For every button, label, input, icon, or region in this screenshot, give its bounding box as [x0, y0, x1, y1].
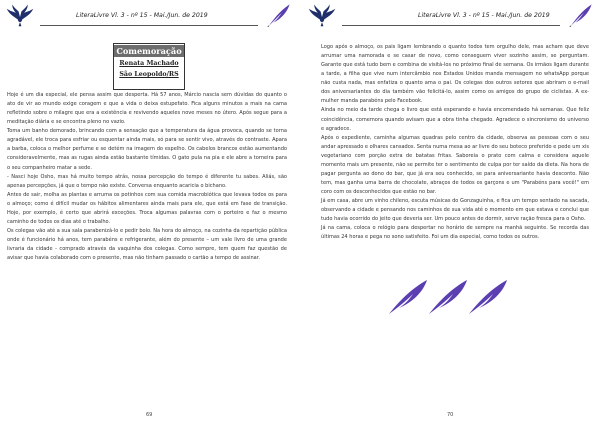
article-kicker: Comemoração — [116, 46, 182, 56]
header-rule — [342, 25, 560, 26]
page-header — [308, 3, 594, 31]
page-right — [300, 0, 600, 424]
page-number: 70 — [447, 412, 454, 418]
paragraph: Os colegas vão até a sua sala parabenizá-lo e pedir bolo. Na hora do almoço, na cozinha da repartição pública onde é funcionário há anos, tem parabéns e refrigerante, além do presente – um vale livro de uma grande livraria da cidade - comprado através da vaquinha dos colegas. Como sempre, tem quem faz questão de avisar que havia colaborado com o presente, mas não tinham passado o cartão a tempo de assinar. — [7, 227, 287, 262]
header-title: LiteraLivre Vl. 3 - nº 15 - Mai./Jun. de 2019 — [418, 12, 550, 19]
body-text-left — [7, 91, 287, 263]
winged-emblem-icon — [6, 3, 34, 27]
article-location: São Leopoldo/RS — [119, 71, 179, 78]
paragraph: Ainda no meio da tarde chega o livro que está esperando e havia encomendado há semanas. Que feliz coincidência, comemora quando avisam que a obra tinha chegado. Agradece o sincronismo do universo e agradece. — [321, 107, 589, 132]
body-text-right — [321, 43, 589, 242]
article-author: Renata Machado — [119, 60, 179, 67]
header-title: LiteraLivre Vl. 3 - nº 15 - Mai./Jun. de 2019 — [76, 12, 208, 19]
three-quills-ornament — [383, 276, 511, 316]
quill-pen-icon — [429, 280, 467, 314]
paragraph: Já em casa, abre um vinho chileno, escuta músicas do Gonzaguinha, e fica um tempo sentado na sacada, observando a cidade e pensando nos caminhos de sua vida até o momento em que estava e conclui que tudo havia ocorrido do jeito que deveria ser. Um pouco antes de dormir, serve ração fresca para o Osho. — [321, 198, 589, 223]
paragraph: Antes de sair, molha as plantas e arruma os potinhos com sua comida macrobiótica que levava todos os para o almoço; como é difícil mudar os hábitos alimentares ainda mais para ele, que está em fase de transição. Hoje, por exemplo, é certo que abrirá exceções. Troca algumas palavras com o porteiro e faz o mesmo caminho de todos os dias até o trabalho. — [7, 191, 287, 225]
paragraph: Hoje é um dia especial, ele pensa assim que desperta. Há 57 anos, Márcio nascia sem dúvidas do quanto o ato de vir ao mundo exige coragem e que a vida o deixa estupefato. Fica alguns minutos a mais na cama refletindo sobre o milagre que era a existência e revivendo aqueles nove meses no útero. Após segue para a meditação diária e se encontra pleno no vazio. — [7, 92, 287, 126]
quill-pen-icon — [389, 280, 427, 314]
page-header — [6, 3, 292, 31]
quill-pen-icon — [469, 280, 507, 314]
quill-pen-icon — [568, 3, 594, 27]
quill-pen-icon — [266, 3, 292, 27]
page-number: 69 — [146, 412, 153, 418]
paragraph: Logo após o almoço, os pais ligam lembrando o quanto todos tem orgulho dele, mas acham que deve arrumar uma namorada e se casar de novo, como conseguem viver sozinho assim, se perguntam. Garante que está tudo bem e combina de visitá-los no próximo final de semana. Os irmãos ligam durante a tarde, a filha que vive num intercâmbio nos Estados Unidos manda mensagem no whatsApp porque não custa nada, mas enfatiza o quanto ama o pai. Os colegas dos outros setores que abriram o e-mail dos aniversariantes do dia também vão felicitá-lo, assim como os amigos do grupo de ciclistas. A ex-mulher manda parabéns pelo Facebook. — [321, 44, 589, 105]
paragraph: Já na cama, coloca o relógio para despertar no horário de sempre na manhã seguinte. Se recorda das últimas 24 horas e pega no sono satisfeito. Foi um dia especial, como todos os outros. — [321, 225, 589, 241]
paragraph: Toma um banho demorado, brincando com a sensação que a temperatura da água provoca, quando se torna agradável, ele troca para esfriar ou esquentar ainda mais, só para se sentir vivo, através do contraste. Apara a barba, coloca o melhor perfume e se detém na imagem do espelho. Os cabelos brancos estão aumentando consideravelmente, mas as rugas ainda estão bastante tímidas. O gato pula na pia e ele abre a torneira para o seu companheiro matar a sede. — [7, 128, 287, 171]
header-rule — [40, 25, 258, 26]
paragraph: Após o expediente, caminha algumas quadras pelo centro da cidade, observa as pessoas com o seu andar apressado e olhares cansados. Senta numa mesa ao ar livre do seu boteco preferido e pede um xis vegetariano com porção extra de batatas fritas. Saboreia o prato com calma e considera aquele momento mais um presente, não se permite ter o sentimento de culpa por ter saído da dieta. Na hora de pagar pergunta ao dono do bar, que já era seu conhecido, se para aniversariante havia desconto. Não tem, mas ganha uma barra de chocolate, abraços de todos os garçons e um "Parabéns para você!" em coro com os desconhecidos que estão no bar. — [321, 134, 589, 195]
article-title-box — [113, 43, 185, 90]
winged-emblem-icon — [308, 3, 336, 27]
paragraph: - Nasci hoje Osho, mas há muito tempo atrás, nossa percepção do tempo é diferente tu sabes. Aliás, são apenas percepções, já que o tempo não existe. Conversa enquanto acaricia o bichano. — [7, 173, 287, 189]
